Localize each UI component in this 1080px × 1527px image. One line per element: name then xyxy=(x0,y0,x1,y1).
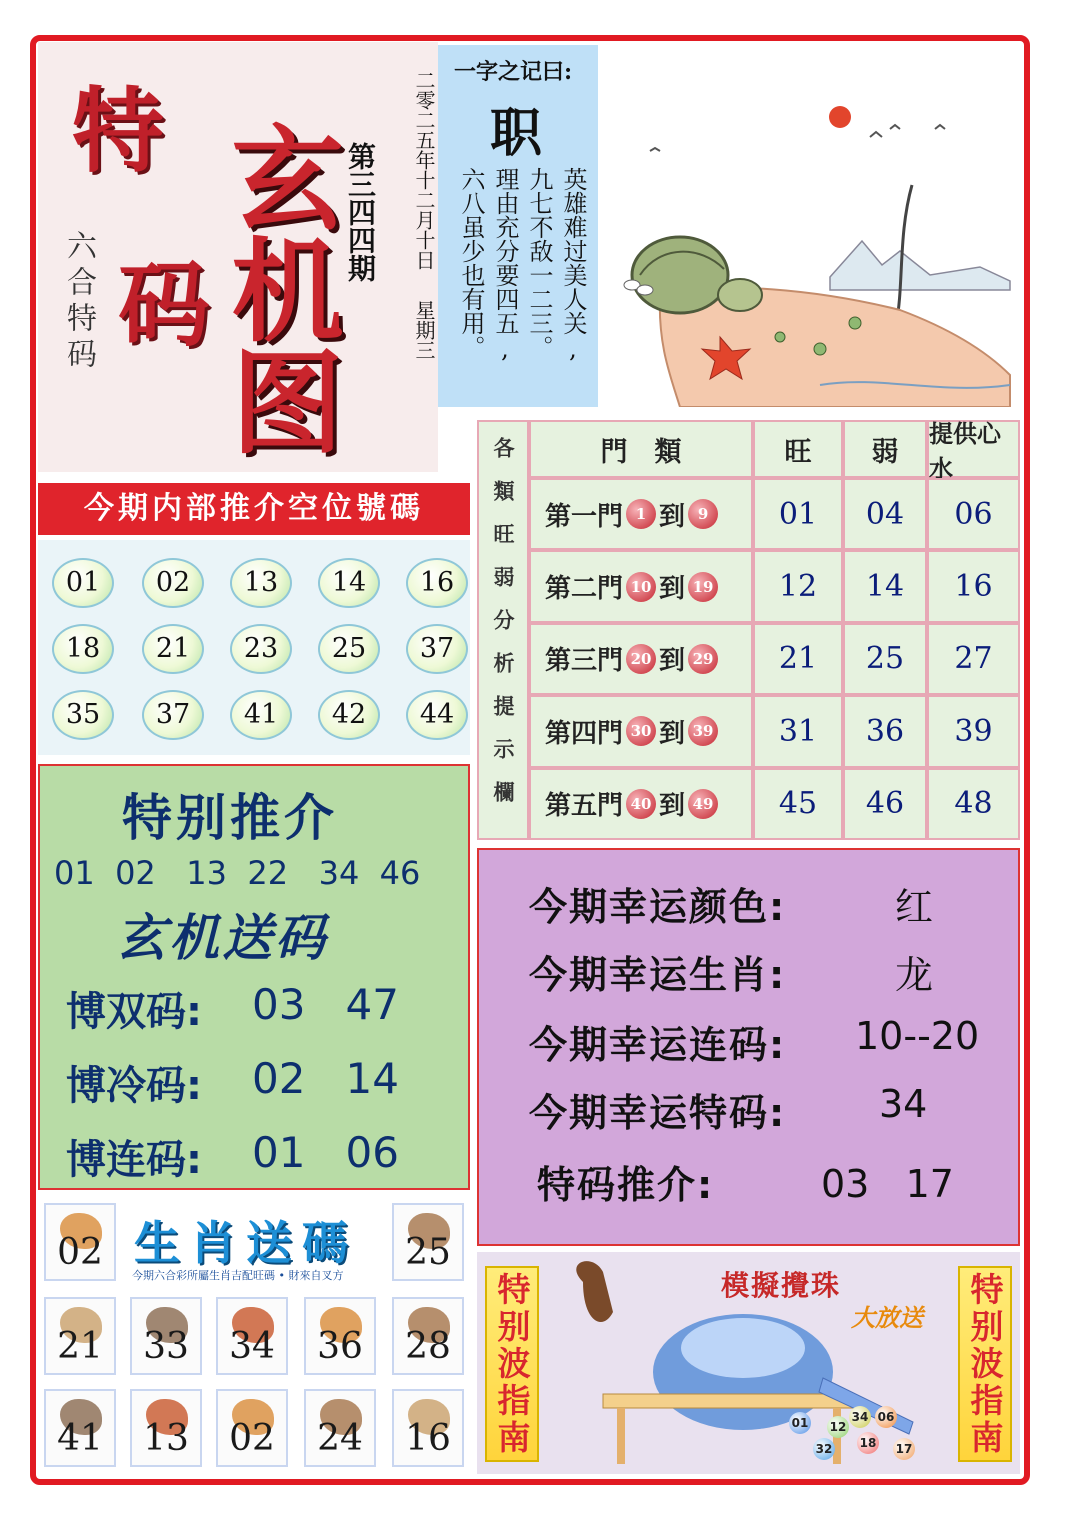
vacant-numbers-title: 今期内部推介空位號碼 xyxy=(38,483,470,535)
special-numbers: 01 02 13 22 34 46 xyxy=(54,854,421,892)
door-from-ball: 20 xyxy=(626,644,656,674)
header-weak: 弱 xyxy=(843,420,927,478)
lucky-zodiac-value: 龙 xyxy=(895,953,934,997)
zodiac-box xyxy=(130,1297,202,1375)
vacant-number-ball: 18 xyxy=(52,624,114,674)
zodiac-number: 21 xyxy=(57,1326,103,1367)
vacant-number-ball: 37 xyxy=(142,690,204,740)
strong-number: 01 xyxy=(753,478,843,550)
special-code-label: 特码推介: xyxy=(537,1163,715,1207)
xuanji-title: 玄机送码 xyxy=(116,909,328,967)
door-row-label xyxy=(529,478,753,550)
draw-ball: 32 xyxy=(813,1438,835,1460)
riddle-line-4: 六八虽少也有用。 xyxy=(457,167,485,359)
zodiac-number: 33 xyxy=(143,1326,189,1367)
strong-number: 45 xyxy=(753,768,843,840)
zodiac-title: 生肖送碼 xyxy=(134,1216,358,1270)
door-name: 第三門 xyxy=(545,646,624,677)
zodiac-number: 41 xyxy=(57,1418,103,1459)
door-to-ball: 39 xyxy=(688,716,718,746)
bet-consec-label: 博连码: xyxy=(66,1137,202,1183)
zodiac-box xyxy=(44,1203,116,1281)
draw-ball: 12 xyxy=(827,1416,849,1438)
zodiac-box xyxy=(44,1389,116,1467)
tip-number: 39 xyxy=(927,695,1020,767)
door-from-ball: 40 xyxy=(626,789,656,819)
door-to-word: 到 xyxy=(659,791,686,822)
lucky-color-value: 红 xyxy=(895,885,934,929)
title-char-te: 特 xyxy=(72,77,165,185)
weak-number: 14 xyxy=(843,550,927,622)
bet-double-values: 03 47 xyxy=(252,980,399,1029)
special-title: 特别推介 xyxy=(122,789,338,847)
subtitle: 六合特码 xyxy=(61,230,96,374)
vacant-number-ball: 44 xyxy=(406,690,468,740)
title-char-ma: 码 xyxy=(118,251,211,359)
weak-number: 46 xyxy=(843,768,927,840)
door-to-ball: 49 xyxy=(688,789,718,819)
vacant-number-ball: 25 xyxy=(318,624,380,674)
door-row-label xyxy=(529,768,753,840)
riddle-line-1: 英雄难过美人关, xyxy=(559,167,587,363)
zodiac-number: 02 xyxy=(57,1232,103,1273)
zodiac-number: 34 xyxy=(229,1326,275,1367)
door-name: 第一門 xyxy=(545,501,624,532)
weak-number: 04 xyxy=(843,478,927,550)
door-to-word: 到 xyxy=(659,501,686,532)
lucky-special-label: 今期幸运特码: xyxy=(529,1091,787,1135)
riddle-character: 职 xyxy=(490,103,543,164)
door-from-ball: 10 xyxy=(626,572,656,602)
strong-number: 21 xyxy=(753,623,843,695)
vacant-number-ball: 01 xyxy=(52,558,114,608)
draw-ball: 34 xyxy=(849,1406,871,1428)
zodiac-box xyxy=(392,1203,464,1281)
door-row-label xyxy=(529,550,753,622)
door-from-ball: 30 xyxy=(626,716,656,746)
bet-cold-label: 博冷码: xyxy=(66,1063,202,1109)
draw-ball: 17 xyxy=(893,1438,915,1460)
door-row-label xyxy=(529,695,753,767)
lucky-consec-value: 10--20 xyxy=(855,1014,980,1058)
vacant-number-ball: 16 xyxy=(406,558,468,608)
zodiac-box xyxy=(304,1389,376,1467)
issue-number: 第三四四期 xyxy=(344,142,377,282)
weak-number: 36 xyxy=(843,695,927,767)
weak-number: 25 xyxy=(843,623,927,695)
tip-number: 06 xyxy=(927,478,1020,550)
door-to-ball: 29 xyxy=(688,644,718,674)
door-name: 第四門 xyxy=(545,718,624,749)
lucky-zodiac-label: 今期幸运生肖: xyxy=(529,953,787,997)
vacant-number-ball: 42 xyxy=(318,690,380,740)
lucky-color-label: 今期幸运颜色: xyxy=(529,885,787,929)
draw-heading: 模擬攪珠 xyxy=(721,1269,842,1302)
header-door-category: 門 類 xyxy=(529,420,753,478)
door-to-ball: 19 xyxy=(688,572,718,602)
gate-analysis-table xyxy=(477,420,1020,840)
riddle-line-2: 九七不敌一二三。 xyxy=(525,167,553,359)
door-row-label xyxy=(529,623,753,695)
zodiac-number: 16 xyxy=(405,1418,451,1459)
guide-left-label: 特别波指南 xyxy=(485,1266,539,1462)
vacant-number-ball: 14 xyxy=(318,558,380,608)
table-side-label: 各類旺弱分析提示欄 xyxy=(491,436,516,824)
draw-subheading: 大放送 xyxy=(851,1303,923,1332)
strong-number: 31 xyxy=(753,695,843,767)
zodiac-box xyxy=(130,1389,202,1467)
zodiac-box xyxy=(216,1297,288,1375)
door-name: 第五門 xyxy=(545,791,624,822)
zodiac-number: 13 xyxy=(143,1418,189,1459)
draw-ball: 18 xyxy=(857,1432,879,1454)
vacant-number-ball: 23 xyxy=(230,624,292,674)
zodiac-number: 24 xyxy=(317,1418,363,1459)
tip-number: 16 xyxy=(927,550,1020,622)
draw-ball: 06 xyxy=(875,1406,897,1428)
special-code-value: 03 17 xyxy=(821,1162,954,1206)
riddle-panel xyxy=(438,45,598,407)
zodiac-box xyxy=(392,1297,464,1375)
main-title: 玄机图 xyxy=(213,120,344,456)
vacant-number-ball: 35 xyxy=(52,690,114,740)
vacant-number-ball: 02 xyxy=(142,558,204,608)
header-strong: 旺 xyxy=(753,420,843,478)
draw-ball: 01 xyxy=(789,1412,811,1434)
guide-right-label: 特别波指南 xyxy=(958,1266,1012,1462)
turtle-illustration xyxy=(600,45,1022,407)
riddle-heading: 一字之记曰: xyxy=(454,59,573,85)
tip-number: 27 xyxy=(927,623,1020,695)
door-to-word: 到 xyxy=(659,718,686,749)
beach-scene-image xyxy=(600,45,1022,407)
zodiac-box xyxy=(304,1297,376,1375)
zodiac-box xyxy=(216,1389,288,1467)
door-from-ball: 1 xyxy=(626,499,656,529)
zodiac-box xyxy=(44,1297,116,1375)
simulated-draw-panel xyxy=(477,1252,1020,1474)
bet-cold-values: 02 14 xyxy=(252,1054,399,1103)
issue-weekday: 星期三 xyxy=(412,300,436,360)
bet-consec-values: 01 06 xyxy=(252,1128,399,1177)
vacant-number-ball: 13 xyxy=(230,558,292,608)
zodiac-number: 28 xyxy=(405,1326,451,1367)
lucky-panel xyxy=(477,848,1020,1246)
strong-number: 12 xyxy=(753,550,843,622)
special-recommend-panel xyxy=(38,764,470,1190)
issue-date: 二零二五年十二月十日 xyxy=(412,70,436,270)
zodiac-number: 25 xyxy=(405,1232,451,1273)
door-to-word: 到 xyxy=(659,646,686,677)
zodiac-box xyxy=(392,1389,464,1467)
vacant-number-ball: 41 xyxy=(230,690,292,740)
tip-number: 48 xyxy=(927,768,1020,840)
zodiac-number: 02 xyxy=(229,1418,275,1459)
door-to-word: 到 xyxy=(659,574,686,605)
lucky-consec-label: 今期幸运连码: xyxy=(529,1023,787,1067)
riddle-line-3: 理由充分要四五, xyxy=(491,167,519,363)
vacant-numbers-grid xyxy=(38,540,470,755)
vacant-number-ball: 37 xyxy=(406,624,468,674)
door-to-ball: 9 xyxy=(688,499,718,529)
zodiac-number: 36 xyxy=(317,1326,363,1367)
bet-double-label: 博双码: xyxy=(66,989,202,1035)
lucky-special-value: 34 xyxy=(879,1082,928,1126)
zodiac-grid xyxy=(38,1195,470,1475)
zodiac-caption: 今期六合彩所屬生肖吉配旺碼 • 財來自叉方 xyxy=(132,1269,344,1282)
vacant-number-ball: 21 xyxy=(142,624,204,674)
door-name: 第二門 xyxy=(545,574,624,605)
header-tips: 提供心水 xyxy=(927,420,1020,478)
